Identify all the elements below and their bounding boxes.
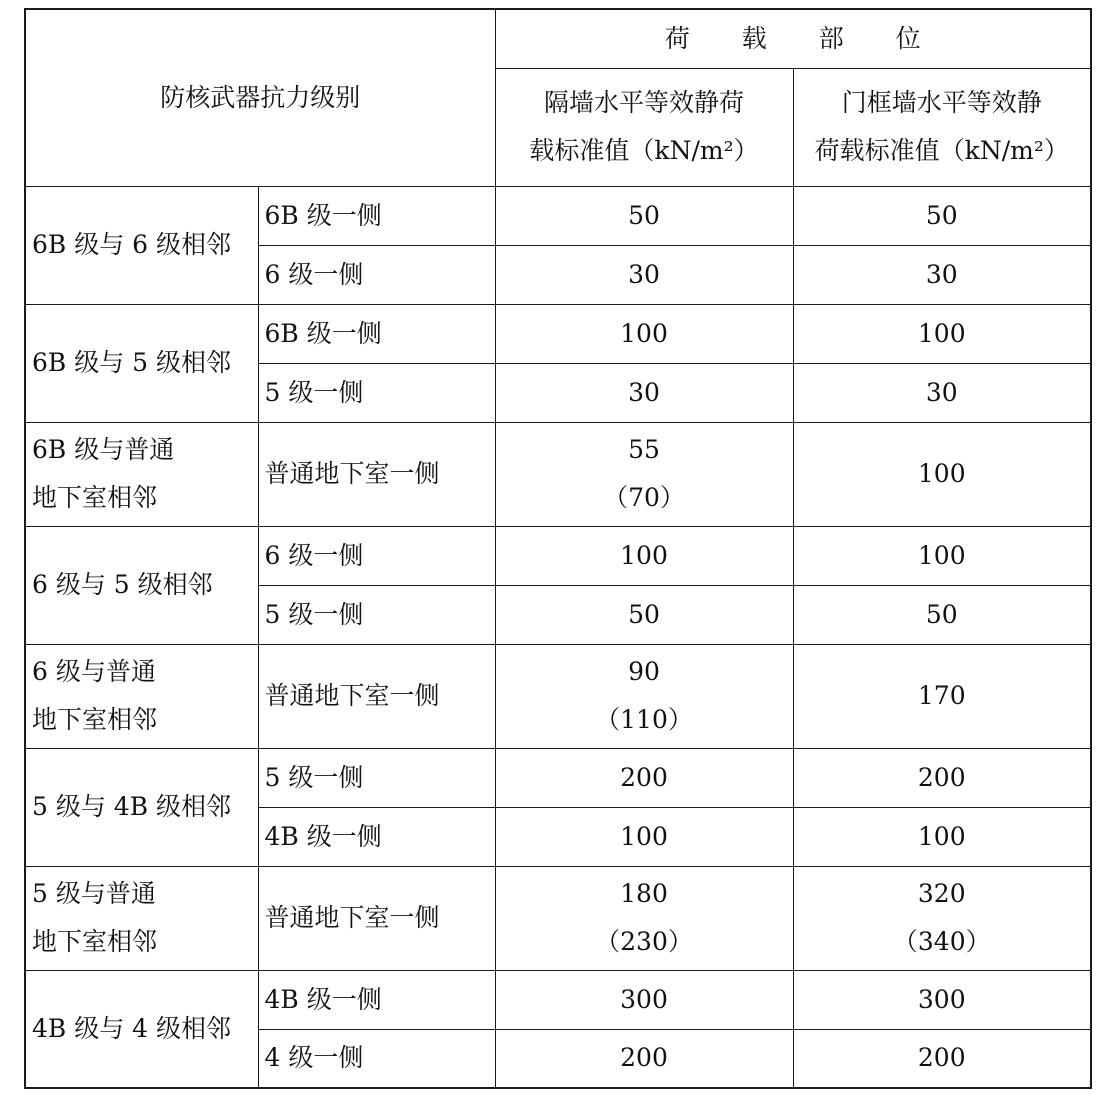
group-label-line2: 地下室相邻: [32, 483, 158, 512]
side-cell: 4B 级一侧: [258, 970, 495, 1029]
header-partition-wall-line2: 载标准值（kN/m²）: [529, 136, 759, 165]
header-door-frame-wall: [793, 68, 1091, 186]
door-frame-value: 100: [793, 526, 1091, 585]
group-label: 5 级与 4B 级相邻: [25, 748, 258, 866]
partition-value: [495, 644, 793, 748]
side-cell: 6B 级一侧: [258, 186, 495, 245]
door-frame-value: 30: [793, 363, 1091, 422]
side-cell: 6 级一侧: [258, 526, 495, 585]
side-cell: 4 级一侧: [258, 1029, 495, 1088]
group-label: [25, 422, 258, 526]
table-row: [25, 866, 1091, 970]
group-label-line1: 6B 级与普通: [32, 435, 175, 464]
side-cell: 5 级一侧: [258, 748, 495, 807]
group-label: 4B 级与 4 级相邻: [25, 970, 258, 1088]
table-row: [25, 422, 1091, 526]
load-table: [24, 8, 1092, 1089]
partition-value: [495, 866, 793, 970]
table-row: [25, 970, 1091, 1029]
table-row: [25, 526, 1091, 585]
door-frame-value: 30: [793, 245, 1091, 304]
group-label: 6 级与 5 级相邻: [25, 526, 258, 644]
door-frame-value: 170: [793, 644, 1091, 748]
header-partition-wall: [495, 68, 793, 186]
partition-value-alt: （110）: [595, 705, 693, 734]
door-frame-value: 100: [793, 807, 1091, 866]
partition-value-alt: （230）: [595, 927, 693, 956]
door-frame-value: 300: [793, 970, 1091, 1029]
partition-value: 100: [495, 526, 793, 585]
partition-value: 50: [495, 186, 793, 245]
partition-value: 100: [495, 807, 793, 866]
partition-value-alt: （70）: [603, 483, 685, 512]
partition-value: 30: [495, 245, 793, 304]
partition-value: 300: [495, 970, 793, 1029]
header-partition-wall-line1: 隔墙水平等效静荷: [544, 88, 745, 117]
table-row: [25, 186, 1091, 245]
header-door-frame-wall-line1: 门框墙水平等效静: [841, 88, 1042, 117]
partition-value: [495, 422, 793, 526]
group-label-line2: 地下室相邻: [32, 927, 158, 956]
door-frame-value: 100: [793, 422, 1091, 526]
partition-value: 200: [495, 748, 793, 807]
group-label-line1: 5 级与普通: [32, 879, 156, 908]
door-frame-value: 50: [793, 585, 1091, 644]
partition-value: 30: [495, 363, 793, 422]
header-door-frame-wall-line2: 荷载标准值（kN/m²）: [814, 136, 1069, 165]
door-frame-value: 100: [793, 304, 1091, 363]
door-frame-value: 200: [793, 748, 1091, 807]
header-resistance-level: 防核武器抗力级别: [25, 9, 495, 186]
group-label: [25, 866, 258, 970]
side-cell: 6 级一侧: [258, 245, 495, 304]
door-frame-value-main: 320: [917, 879, 966, 908]
side-cell: 4B 级一侧: [258, 807, 495, 866]
side-cell: 普通地下室一侧: [258, 866, 495, 970]
door-frame-value: 50: [793, 186, 1091, 245]
header-load-position: 荷 载 部 位: [495, 9, 1091, 68]
group-label-line1: 6 级与普通: [32, 657, 156, 686]
side-cell: 普通地下室一侧: [258, 422, 495, 526]
side-cell: 5 级一侧: [258, 585, 495, 644]
door-frame-value-alt: （340）: [892, 927, 991, 956]
group-label: 6B 级与 6 级相邻: [25, 186, 258, 304]
side-cell: 6B 级一侧: [258, 304, 495, 363]
table-row: [25, 644, 1091, 748]
partition-value: 50: [495, 585, 793, 644]
door-frame-value: [793, 866, 1091, 970]
table-row: [25, 748, 1091, 807]
partition-value-main: 90: [628, 657, 660, 686]
group-label: 6B 级与 5 级相邻: [25, 304, 258, 422]
partition-value-main: 55: [628, 435, 660, 464]
door-frame-value: 200: [793, 1029, 1091, 1088]
group-label: [25, 644, 258, 748]
partition-value: 100: [495, 304, 793, 363]
table-row: [25, 304, 1091, 363]
partition-value: 200: [495, 1029, 793, 1088]
side-cell: 5 级一侧: [258, 363, 495, 422]
partition-value-main: 180: [620, 879, 668, 908]
group-label-line2: 地下室相邻: [32, 705, 158, 734]
header-row-1: [25, 9, 1091, 68]
side-cell: 普通地下室一侧: [258, 644, 495, 748]
